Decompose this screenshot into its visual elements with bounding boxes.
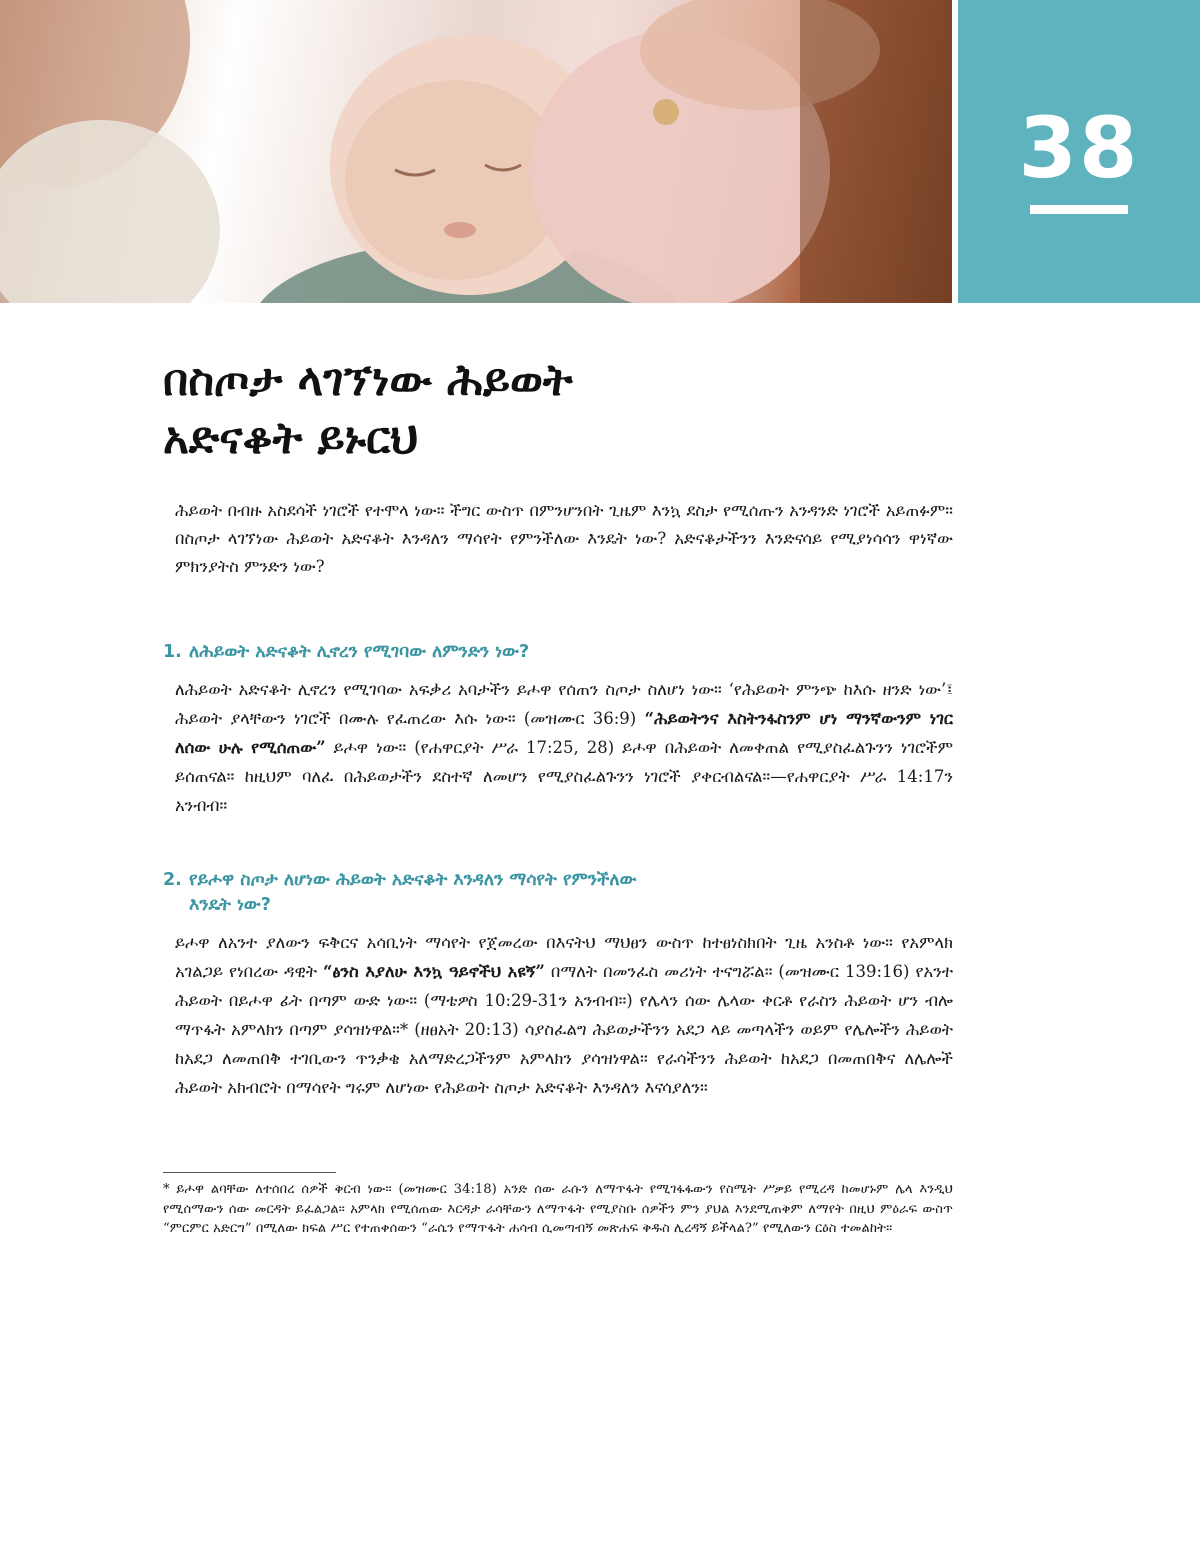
badge-underline [1030, 205, 1128, 214]
answer-1-quote: “ሕይወትንና እስትንፋስንም ሆነ ማንኛውንም ነገር ለሰው ሁሉ የሚሰጠው” [175, 709, 953, 757]
question-1 [163, 640, 943, 665]
lesson-badge [958, 0, 1200, 303]
footnote: * ይሖዋ ልባቸው ለተሰበረ ሰዎች ቅርብ ነው። (መዝሙር 34:18) አንድ ሰው ራሱን ለማጥፋት የሚገፋፋውን የስሜት ሥቃይ የሚረዳ ከመሆኑም ሌላ እንዲህ የሚሰማውን ሰው መርዳት ይፈልጋል። አምላክ የሚሰጠው እርዳታ ራሳቸውን ለማጥፋት የሚያስቡ ሰዎችን ምን ያህል እንደሚጠቅም ለማየት በዚህ ምዕራፍ ውስጥ “ምርምር አድርግ” በሚለው ክፍል ሥር የተጠቀሰውን “ራሴን የማጥፋት ሐሳብ ሲመጣብኝ መጽሐፍ ቅዱስ ሊረዳኝ ይችላል?” የሚለውን ርዕስ ተመልከት። [163, 1182, 953, 1236]
hero-photo-illustration [0, 0, 952, 303]
lesson-number: 38 [1018, 99, 1140, 197]
question-2-number: 2. [163, 870, 182, 890]
intro-paragraph: ሕይወት በብዙ አስደሳች ነገሮች የተሞላ ነው። ችግር ውስጥ በምንሆንበት ጊዜም እንኳ ደስታ የሚሰጡን አንዳንድ ነገሮች አይጠፉም። በስጦታ ላገኘነው ሕይወት አድናቆት እንዳለን ማሳየት የምንችለው እንዴት ነው? አድናቆታችንን እንድናሳይ የሚያነሳሳን ዋነኛው ምክንያትስ ምንድን ነው? [175, 501, 953, 576]
answer-2 [175, 928, 953, 1102]
answer-2-quote: “ፅንስ እያለሁ እንኳ ዓይኖችህ አዩኝ” [322, 962, 545, 981]
question-2-text-line-2: እንዴት ነው? [189, 895, 271, 915]
answer-1-text-a: ለሕይወት አድናቆት ሊኖረን የሚገባው አፍቃሪ አባታችን ይሖዋ የሰጠን ስጦታ ስለሆነ ነው። ‘የሕይወት ምንጭ ከእሱ ዘንድ ነው’፤ ሕይወት ያላቸውን ነገሮች በሙሉ የፈጠረው እሱ ነው። (መዝሙር 36:9) [175, 680, 953, 728]
page-title [163, 352, 923, 468]
page-title-line-1: በስጦታ ላገኘነው ሕይወት [163, 355, 573, 406]
footnote-divider [163, 1172, 336, 1173]
page-title-line-2: አድናቆት ይኑርህ [163, 413, 419, 464]
answer-2-text-a: ይሖዋ ለአንተ ያለውን ፍቅርና አሳቢነት ማሳየት የጀመረው በእናትህ ማህፀን ውስጥ ከተፀነስክበት ጊዜ አንስቶ ነው። የአምላክ አገልጋይ የነበረው ዳዊት [175, 933, 953, 981]
question-1-text: ለሕይወት አድናቆት ሊኖረን የሚገባው ለምንድን ነው? [189, 642, 530, 662]
question-1-number: 1. [163, 642, 182, 662]
question-2-text: የይሖዋ ስጦታ ለሆነው ሕይወት አድናቆት እንዳለን ማሳየት የምንችለው [189, 870, 637, 890]
answer-1-text-b: ይሖዋ ነው። (የሐዋርያት ሥራ 17:25, 28) ይሖዋ በሕይወት ለመቀጠል የሚያስፈልጉንን ነገሮችም ይሰጠናል። ከዚህም ባለፈ በሕይወታችን ደስተኛ ለመሆን የሚያስፈልጉንን ነገሮች ያቀርብልናል።—የሐዋርያት ሥራ 14:17ን አንብብ። [175, 738, 954, 815]
answer-1 [175, 675, 953, 820]
answer-2-text-b: በማለት በመንፈስ መሪነት ተናግሯል። (መዝሙር 139:16) የአንተ ሕይወት በይሖዋ ፊት በጣም ውድ ነው። (ማቴዎስ 10:29-31ን አንብብ።) የሌላን ሰው ሌላው ቀርቶ የራስን ሕይወት ሆን ብሎ ማጥፋት አምላክን በጣም ያሳዝነዋል።* (ዘፀአት 20:13) ሳያስፈልግ ሕይወታችንን አደጋ ላይ መጣላችን ወይም የሌሎችን ሕይወት ከአደጋ ለመጠበቅ ተገቢውን ጥንቃቄ አለማድረጋችንም አምላክን ያሳዝነዋል። የራሳችንን ሕይወት ከአደጋ በመጠበቅና ለሌሎች ሕይወት አክብሮት በማሳየት ግሩም ለሆነው የሕይወት ስጦታ አድናቆት እንዳለን እናሳያለን። [175, 962, 953, 1097]
question-2 [163, 868, 943, 918]
hero-photo [0, 0, 952, 303]
